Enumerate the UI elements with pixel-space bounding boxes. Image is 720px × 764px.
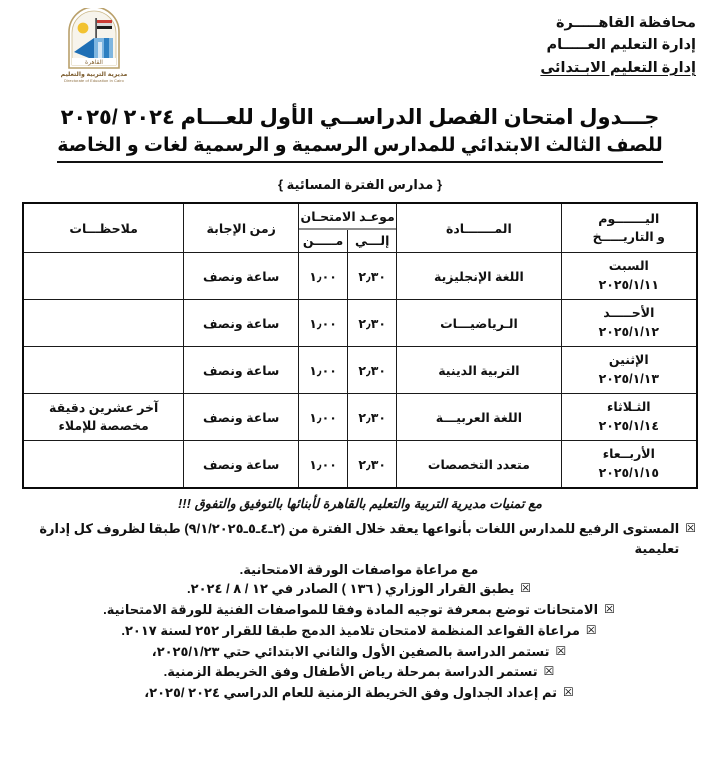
list-item (22, 519, 696, 559)
cell-date: ٢٠٢٥/١/١٥ (598, 466, 659, 481)
organization-lines (540, 12, 696, 79)
header-answer-time: زمن الإجابة (184, 203, 299, 253)
cell-duration: ساعة ونصف (184, 441, 299, 489)
list-item (22, 600, 696, 620)
cell-subject: متعدد التخصصات (397, 441, 561, 489)
cell-duration: ساعة ونصف (184, 347, 299, 394)
header-exam-time-subcells (299, 230, 396, 252)
checkbox-x-icon: ☒ (585, 622, 597, 637)
cell-time-from: ١٫٠٠ (299, 441, 348, 489)
cell-notes (23, 347, 184, 394)
cell-day-name: الإثنين (608, 353, 649, 368)
cell-notes (23, 253, 184, 300)
document-header (0, 0, 720, 96)
list-item (22, 579, 696, 599)
header-time-from: مـــــن (302, 234, 344, 249)
cell-time-from: ١٫٠٠ (299, 347, 348, 394)
cell-time-from: ١٫٠٠ (299, 253, 348, 300)
list-item (22, 621, 696, 641)
cell-time-to: ٢٫٣٠ (348, 253, 397, 300)
cell-date: ٢٠٢٥/١/١٢ (598, 325, 659, 340)
note-text: تستمر الدراسة بمرحلة رياض الأطفال وفق الخريطة الزمنية. (163, 664, 538, 680)
notes-list (0, 519, 720, 703)
checkbox-x-icon: ☒ (685, 521, 696, 536)
table-head (23, 203, 697, 253)
logo-caption-en: Directorate of Education in Cairo (64, 78, 124, 83)
checkbox-x-icon: ☒ (543, 664, 555, 679)
note-continuation: مع مراعاة مواصفات الورقة الامتحانية. (239, 561, 479, 577)
checkbox-x-icon: ☒ (563, 685, 574, 700)
page-title (0, 104, 720, 163)
org-line-general-education: إدارة التعليم العـــــام (546, 37, 696, 54)
cell-date: ٢٠٢٥/١/١٣ (598, 372, 659, 387)
table-row (23, 253, 697, 300)
table-row (23, 300, 697, 347)
logo-caption-ar: مديرية التربية والتعليم (60, 71, 128, 78)
header-notes: ملاحظـــات (23, 203, 184, 253)
title-line-2-underline (57, 134, 663, 163)
cell-day-name: الثـلاثاء (606, 400, 651, 415)
cell-time-to: ٢٫٣٠ (348, 394, 397, 441)
header-time-to: إلـــي (347, 230, 396, 252)
header-day-date (561, 203, 697, 253)
cell-day-date (561, 300, 697, 347)
cell-subject: التربية الدينية (397, 347, 561, 394)
cell-subject: اللغة العربيـــة (397, 394, 561, 441)
schedule-table-wrapper (0, 202, 720, 489)
cell-date: ٢٠٢٥/١/١١ (598, 278, 659, 293)
list-item (22, 683, 696, 703)
cell-notes (23, 300, 184, 347)
org-line-primary-education: إدارة التعليم الابـتدائى (540, 59, 696, 76)
header-exam-time (299, 203, 397, 253)
cell-time-to: ٢٫٣٠ (348, 300, 397, 347)
list-item (22, 662, 696, 682)
cairo-education-directorate-emblem-icon (61, 8, 127, 70)
note-text: الامتحانات توضع بمعرفة توجيه المادة وفقا للمواصفات الفنية للورقة الامتحانية. (103, 602, 599, 618)
note-text: المستوى الرفيع للمدارس اللغات بأنواعها يعقد خلال الفترة من (٢ـ٤ـ٥ـ٩/١/٢٠٢٥) طبقا لظروف كل إدارة تعليمية (39, 521, 680, 556)
cell-notes: آخر عشرين دقيقة مخصصة للإملاء (23, 394, 184, 441)
exam-schedule-table (22, 202, 698, 489)
header-exam-time-label: موعـد الامتحـان (299, 204, 396, 230)
note-text: مراعاة القواعد المنظمة لامتحان تلاميذ الدمج طبقا للقرار ٢٥٢ لسنة ٢٠١٧. (121, 622, 580, 638)
cell-day-date (561, 347, 697, 394)
table-row (23, 441, 697, 489)
table-header-row (23, 203, 697, 253)
cell-subject: اللغة الإنجليزية (397, 253, 561, 300)
header-day-line2: و التاريـــــخ (592, 230, 665, 245)
org-line-governorate: محافظة القاهـــــرة (555, 15, 696, 31)
title-line-1: جـــدول امتحان الفصل الدراســي الأول للعـــام ٢٠٢٤ /٢٠٢٥ (60, 106, 660, 129)
note-text: تستمر الدراسة بالصفين الأول والثاني الابتدائي حتي ٢٠٢٥/١/٢٣، (151, 643, 550, 659)
checkbox-x-icon: ☒ (520, 581, 531, 596)
cell-day-date (561, 394, 697, 441)
table-row (23, 394, 697, 441)
checkbox-x-icon: ☒ (555, 643, 567, 658)
cell-time-to: ٢٫٣٠ (348, 441, 397, 489)
cell-day-date (561, 441, 697, 489)
cell-day-name: الأربــعاء (602, 447, 655, 462)
note-text: يطبق القرار الوزاري ( ١٣٦ ) الصادر في ١٢ / ٨ / ٢٠٢٤. (187, 581, 515, 597)
cell-time-to: ٢٫٣٠ (348, 347, 397, 394)
header-subject: المـــــــادة (397, 203, 561, 253)
cell-date: ٢٠٢٥/١/١٤ (598, 419, 659, 434)
title-line-2: للصف الثالث الابتدائي للمدارس الرسمية و الرسمية لغات و الخاصة (57, 135, 663, 157)
directorate-logo (38, 8, 150, 83)
note-text: تم إعداد الجداول وفق الخريطة الزمنية للعام الدراسي ٢٠٢٤ /٢٠٢٥، (144, 685, 558, 701)
table-row (23, 347, 697, 394)
cell-time-from: ١٫٠٠ (299, 300, 348, 347)
cell-day-name: السبت (608, 259, 649, 274)
cell-duration: ساعة ونصف (184, 394, 299, 441)
header-day-line1: اليـــــــوم (598, 211, 660, 226)
cell-notes (23, 441, 184, 489)
list-item (22, 642, 696, 662)
cell-duration: ساعة ونصف (184, 300, 299, 347)
cell-time-from: ١٫٠٠ (299, 394, 348, 441)
good-luck-message: مع تمنيات مديرية التربية والتعليم بالقاهرة لأبنائها بالتوفيق والتفوق !!! (177, 496, 543, 512)
period-subtitle: { مدارس الفترة المسائية } (278, 177, 442, 193)
cell-subject: الـرياضيـــات (397, 300, 561, 347)
cell-day-date (561, 253, 697, 300)
checkbox-x-icon: ☒ (604, 602, 615, 617)
table-body (23, 253, 697, 489)
cell-duration: ساعة ونصف (184, 253, 299, 300)
svg-text:القاهرة: القاهرة (85, 59, 103, 66)
cell-day-name: الأحـــــد (603, 306, 655, 321)
